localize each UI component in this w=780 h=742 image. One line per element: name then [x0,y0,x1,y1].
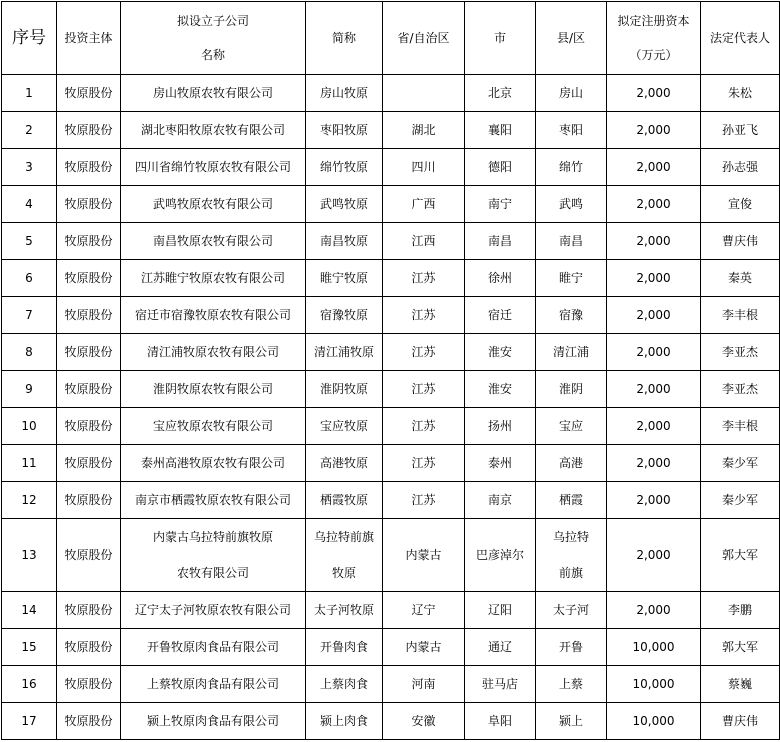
cell-short-name: 颍上肉食 [306,703,383,740]
cell-county: 武鸣 [536,186,607,223]
cell-city: 泰州 [465,445,536,482]
cell-investor: 牧原股份 [57,519,121,592]
cell-seq: 10 [2,408,57,445]
cell-province: 四川 [383,149,465,186]
cell-capital: 10,000 [607,703,701,740]
cell-county [536,519,607,592]
cell-capital: 2,000 [607,260,701,297]
table-row [2,223,780,260]
cell-investor: 牧原股份 [57,592,121,629]
table-row [2,482,780,519]
table-row [2,445,780,482]
cell-company-name: 淮阴牧原农牧有限公司 [121,371,306,408]
cell-capital: 2,000 [607,223,701,260]
cell-investor: 牧原股份 [57,408,121,445]
cell-capital: 2,000 [607,75,701,112]
cell-capital: 2,000 [607,408,701,445]
cell-capital: 2,000 [607,445,701,482]
header-county: 县/区 [536,2,607,75]
cell-short-name: 上蔡肉食 [306,666,383,703]
table-row [2,592,780,629]
cell-legal-rep: 秦英 [701,260,780,297]
table-row [2,149,780,186]
cell-province: 广西 [383,186,465,223]
cell-capital: 2,000 [607,334,701,371]
cell-seq: 3 [2,149,57,186]
cell-short-name: 栖霞牧原 [306,482,383,519]
cell-company-name: 四川省绵竹牧原农牧有限公司 [121,149,306,186]
cell-legal-rep: 孙亚飞 [701,112,780,149]
cell-city: 北京 [465,75,536,112]
cell-county-line2: 前旗 [558,566,583,580]
cell-city: 巴彦淖尔 [465,519,536,592]
cell-city: 淮安 [465,334,536,371]
table-row [2,371,780,408]
cell-investor: 牧原股份 [57,703,121,740]
cell-province: 安徽 [383,703,465,740]
header-row [2,2,780,75]
cell-seq: 2 [2,112,57,149]
table-row [2,519,780,592]
cell-investor: 牧原股份 [57,334,121,371]
cell-capital: 2,000 [607,297,701,334]
cell-investor: 牧原股份 [57,445,121,482]
table-row [2,408,780,445]
cell-city: 襄阳 [465,112,536,149]
cell-company-name: 房山牧原农牧有限公司 [121,75,306,112]
header-company [121,2,306,75]
header-company-line2: 名称 [200,48,225,62]
cell-legal-rep: 宣俊 [701,186,780,223]
cell-city: 扬州 [465,408,536,445]
cell-city: 南昌 [465,223,536,260]
header-province: 省/自治区 [383,2,465,75]
cell-short-name: 南昌牧原 [306,223,383,260]
cell-county: 宝应 [536,408,607,445]
cell-legal-rep: 蔡巍 [701,666,780,703]
table-row [2,334,780,371]
cell-capital: 2,000 [607,186,701,223]
cell-county: 高港 [536,445,607,482]
table-row [2,666,780,703]
cell-legal-rep: 李亚杰 [701,334,780,371]
cell-seq: 17 [2,703,57,740]
header-capital-line2: （万元） [629,48,678,62]
cell-county: 清江浦 [536,334,607,371]
cell-legal-rep: 孙志强 [701,149,780,186]
cell-investor: 牧原股份 [57,666,121,703]
cell-investor: 牧原股份 [57,371,121,408]
table-row [2,186,780,223]
cell-county: 南昌 [536,223,607,260]
cell-legal-rep: 秦少军 [701,445,780,482]
cell-short-name: 高港牧原 [306,445,383,482]
cell-short-name: 淮阴牧原 [306,371,383,408]
cell-city: 阜阳 [465,703,536,740]
cell-company-name: 武鸣牧原农牧有限公司 [121,186,306,223]
cell-province: 江苏 [383,408,465,445]
cell-seq: 6 [2,260,57,297]
cell-legal-rep: 曹庆伟 [701,703,780,740]
table-row [2,297,780,334]
cell-county: 太子河 [536,592,607,629]
table-row [2,112,780,149]
cell-county: 栖霞 [536,482,607,519]
header-short-name: 简称 [306,2,383,75]
cell-investor: 牧原股份 [57,297,121,334]
header-company-line1: 拟设立子公司 [176,14,249,28]
cell-capital: 2,000 [607,519,701,592]
cell-legal-rep: 曹庆伟 [701,223,780,260]
cell-legal-rep: 李亚杰 [701,371,780,408]
table-row [2,260,780,297]
cell-company-name: 开鲁牧原肉食品有限公司 [121,629,306,666]
cell-province: 江苏 [383,371,465,408]
cell-seq: 1 [2,75,57,112]
cell-company-name: 江苏睢宁牧原农牧有限公司 [121,260,306,297]
cell-capital: 10,000 [607,629,701,666]
cell-legal-rep: 郭大军 [701,519,780,592]
cell-province: 内蒙古 [383,629,465,666]
header-capital-line1: 拟定注册资本 [617,14,690,28]
cell-seq: 15 [2,629,57,666]
cell-county: 绵竹 [536,149,607,186]
cell-province [383,75,465,112]
cell-province: 湖北 [383,112,465,149]
cell-province: 江西 [383,223,465,260]
header-capital [607,2,701,75]
cell-province: 内蒙古 [383,519,465,592]
cell-investor: 牧原股份 [57,112,121,149]
cell-short-name: 绵竹牧原 [306,149,383,186]
cell-seq: 7 [2,297,57,334]
cell-capital: 2,000 [607,112,701,149]
cell-county: 宿豫 [536,297,607,334]
cell-city: 徐州 [465,260,536,297]
cell-seq: 5 [2,223,57,260]
cell-legal-rep: 李丰根 [701,408,780,445]
cell-company-name: 上蔡牧原肉食品有限公司 [121,666,306,703]
cell-short-name: 睢宁牧原 [306,260,383,297]
cell-legal-rep: 李丰根 [701,297,780,334]
cell-county-line1: 乌拉特 [552,530,589,544]
table-row [2,75,780,112]
subsidiary-table [1,1,780,740]
cell-investor: 牧原股份 [57,629,121,666]
cell-short-name: 房山牧原 [306,75,383,112]
cell-company-name: 辽宁太子河牧原农牧有限公司 [121,592,306,629]
cell-province: 江苏 [383,482,465,519]
cell-province: 辽宁 [383,592,465,629]
cell-company-name: 宝应牧原农牧有限公司 [121,408,306,445]
cell-seq: 16 [2,666,57,703]
cell-city: 辽阳 [465,592,536,629]
cell-county: 淮阴 [536,371,607,408]
cell-short-name: 宿豫牧原 [306,297,383,334]
cell-province: 河南 [383,666,465,703]
cell-seq: 9 [2,371,57,408]
cell-city: 宿迁 [465,297,536,334]
cell-investor: 牧原股份 [57,482,121,519]
cell-company-name: 宿迁市宿豫牧原农牧有限公司 [121,297,306,334]
cell-company-name-line2: 农牧有限公司 [176,566,249,580]
cell-capital: 2,000 [607,149,701,186]
cell-province: 江苏 [383,260,465,297]
cell-capital: 10,000 [607,666,701,703]
cell-province: 江苏 [383,297,465,334]
cell-county: 睢宁 [536,260,607,297]
cell-city: 通辽 [465,629,536,666]
cell-legal-rep: 郭大军 [701,629,780,666]
cell-company-name [121,519,306,592]
cell-company-name: 南京市栖霞牧原农牧有限公司 [121,482,306,519]
cell-short-name: 太子河牧原 [306,592,383,629]
cell-investor: 牧原股份 [57,149,121,186]
cell-seq: 14 [2,592,57,629]
cell-city: 南京 [465,482,536,519]
cell-province: 江苏 [383,334,465,371]
cell-short-name-line1: 乌拉特前旗 [313,530,374,544]
cell-legal-rep: 秦少军 [701,482,780,519]
cell-city: 德阳 [465,149,536,186]
cell-city: 驻马店 [465,666,536,703]
cell-county: 颍上 [536,703,607,740]
cell-seq: 11 [2,445,57,482]
cell-seq: 8 [2,334,57,371]
header-legal-rep: 法定代表人 [701,2,780,75]
cell-short-name: 武鸣牧原 [306,186,383,223]
cell-seq: 13 [2,519,57,592]
cell-city: 淮安 [465,371,536,408]
cell-company-name: 颍上牧原肉食品有限公司 [121,703,306,740]
cell-county: 枣阳 [536,112,607,149]
cell-county: 上蔡 [536,666,607,703]
cell-short-name: 开鲁肉食 [306,629,383,666]
cell-company-name: 湖北枣阳牧原农牧有限公司 [121,112,306,149]
cell-capital: 2,000 [607,371,701,408]
cell-short-name-line2: 牧原 [331,566,356,580]
cell-company-name-line1: 内蒙古乌拉特前旗牧原 [152,530,273,544]
table-row [2,629,780,666]
cell-company-name: 清江浦牧原农牧有限公司 [121,334,306,371]
table-row [2,703,780,740]
cell-city: 南宁 [465,186,536,223]
cell-short-name: 枣阳牧原 [306,112,383,149]
cell-seq: 4 [2,186,57,223]
cell-capital: 2,000 [607,482,701,519]
cell-investor: 牧原股份 [57,223,121,260]
cell-investor: 牧原股份 [57,75,121,112]
cell-company-name: 南昌牧原农牧有限公司 [121,223,306,260]
cell-county: 房山 [536,75,607,112]
cell-legal-rep: 李鹏 [701,592,780,629]
header-city: 市 [465,2,536,75]
cell-investor: 牧原股份 [57,260,121,297]
header-seq: 序号 [2,2,57,75]
cell-province: 江苏 [383,445,465,482]
cell-county: 开鲁 [536,629,607,666]
cell-capital: 2,000 [607,592,701,629]
cell-seq: 12 [2,482,57,519]
cell-short-name [306,519,383,592]
cell-investor: 牧原股份 [57,186,121,223]
cell-short-name: 清江浦牧原 [306,334,383,371]
header-investor: 投资主体 [57,2,121,75]
cell-company-name: 泰州高港牧原农牧有限公司 [121,445,306,482]
cell-legal-rep: 朱松 [701,75,780,112]
cell-short-name: 宝应牧原 [306,408,383,445]
